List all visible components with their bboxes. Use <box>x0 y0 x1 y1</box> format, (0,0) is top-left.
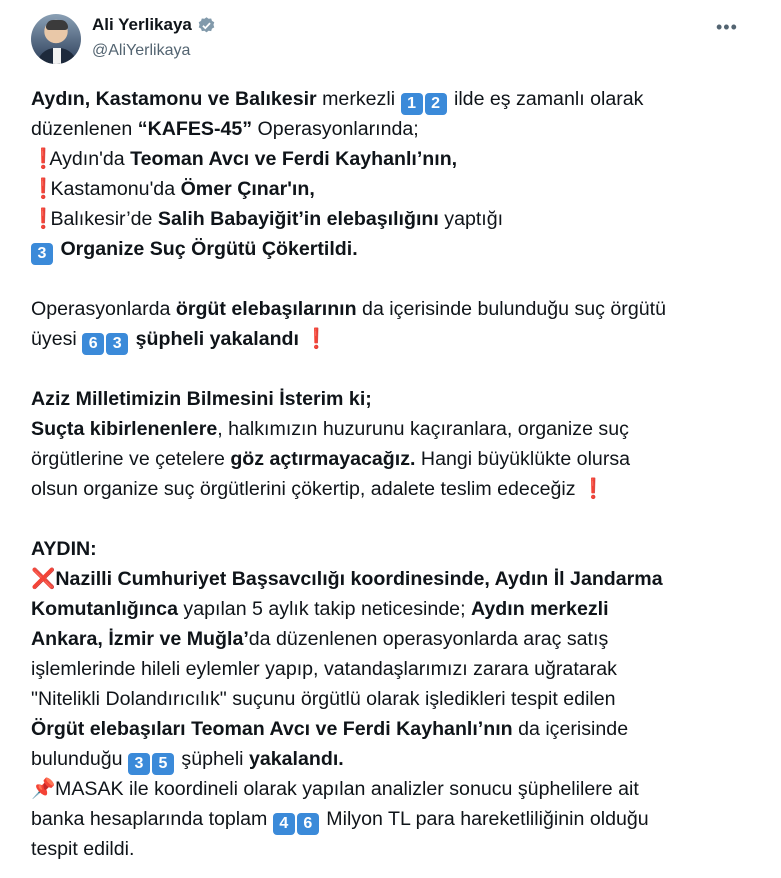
text-line <box>31 204 751 234</box>
bold-text: Aydın, Kastamonu ve Balıkesir <box>31 88 317 110</box>
text: olsun organize suç örgütlerini çökertip, adalete teslim edeceğiz <box>31 478 582 500</box>
more-options-icon[interactable]: ••• <box>716 17 738 37</box>
verified-badge-icon <box>197 16 216 35</box>
cross-mark-icon: ❌ <box>31 568 56 590</box>
exclamation-icon: ❗ <box>304 328 329 350</box>
bold-text: yakalandı. <box>248 748 344 770</box>
text-line <box>31 84 751 114</box>
text: , halkımızın huzurunu kaçıranlara, organize suç <box>217 418 629 440</box>
exclamation-icon: ❗ <box>31 148 56 170</box>
keycap-5: 5 <box>152 753 174 775</box>
text: da içerisinde <box>512 718 629 740</box>
bold-text: Örgüt elebaşıları Teoman Avcı ve Ferdi Kayhanlı’nın <box>31 718 513 740</box>
bold-text: örgüt elebaşılarının <box>175 298 357 320</box>
text: Hangi büyüklükte olursa <box>415 448 631 470</box>
text-line <box>31 654 751 684</box>
text: düzenlenen <box>31 118 138 140</box>
text: da düzenlenen operasyonlarda araç satış <box>248 628 609 650</box>
author-name[interactable]: Ali Yerlikaya <box>92 15 192 34</box>
bold-text: Aziz Milletimizin Bilmesini İsterim ki; <box>31 388 372 410</box>
text-line <box>31 384 751 414</box>
bold-text: “KAFES-45” <box>137 118 253 140</box>
text: şüpheli <box>175 748 249 770</box>
bold-text: Suçta kibirlenenlere <box>31 418 218 440</box>
text-line <box>31 114 751 144</box>
text: Operasyonlarında; <box>252 118 419 140</box>
text-line <box>31 294 751 324</box>
text: üyesi <box>31 328 83 350</box>
bold-text: Ankara, İzmir ve Muğla’ <box>31 628 249 650</box>
text: bulunduğu <box>31 748 128 770</box>
blank-line <box>31 504 751 534</box>
text: banka hesaplarında toplam <box>31 808 273 830</box>
keycap-6: 6 <box>82 333 104 355</box>
keycap-3: 3 <box>31 243 53 265</box>
avatar[interactable] <box>31 14 81 64</box>
text: tespit edildi. <box>31 838 135 860</box>
keycap-3: 3 <box>128 753 150 775</box>
text-line <box>31 534 751 564</box>
text-line <box>31 324 751 354</box>
text-line <box>31 474 751 504</box>
bold-text: Teoman Avcı ve Ferdi Kayhanlı’nın, <box>130 148 458 170</box>
text-line <box>31 774 751 804</box>
text: da içerisinde bulunduğu suç örgütü <box>356 298 666 320</box>
text-line <box>31 804 751 834</box>
blank-line <box>31 264 751 294</box>
bold-text: Aydın merkezli <box>470 598 609 620</box>
text-line <box>31 564 751 594</box>
text-line <box>31 414 751 444</box>
tweet-text <box>31 84 751 864</box>
text: Kastamonu'da <box>50 178 181 200</box>
text: Aydın'da <box>49 148 131 170</box>
text: Milyon TL para hareketliliğinin olduğu <box>320 808 649 830</box>
text-line <box>31 144 751 174</box>
text-line <box>31 234 751 264</box>
text-line <box>31 744 751 774</box>
text-line <box>31 834 751 864</box>
bold-text: Salih Babayiğit’in elebaşılığını <box>157 208 439 230</box>
avatar-shirt <box>53 48 61 64</box>
text: Operasyonlarda <box>31 298 176 320</box>
bold-text: göz açtırmayacağız. <box>230 448 416 470</box>
keycap-1: 1 <box>401 93 423 115</box>
blank-line <box>31 354 751 384</box>
keycap-4: 4 <box>273 813 295 835</box>
text: örgütlerine ve çetelere <box>31 448 231 470</box>
text: "Nitelikli Dolandırıcılık" suçunu örgütlü olarak işledikleri tespit edilen <box>31 688 616 710</box>
keycap-2: 2 <box>425 93 447 115</box>
text: MASAK ile koordineli olarak yapılan analizler sonucu şüphelilere ait <box>55 778 639 800</box>
pushpin-icon: 📌 <box>31 778 56 800</box>
keycap-6: 6 <box>297 813 319 835</box>
bold-text: AYDIN: <box>31 538 97 560</box>
keycap-3: 3 <box>106 333 128 355</box>
text: merkezli <box>316 88 401 110</box>
bold-text: Organize Suç Örgütü Çökertildi. <box>55 238 358 260</box>
text-line <box>31 444 751 474</box>
text: yapılan 5 aylık takip neticesinde; <box>177 598 471 620</box>
exclamation-icon: ❗ <box>31 208 56 230</box>
exclamation-icon: ❗ <box>581 478 606 500</box>
text-line <box>31 624 751 654</box>
bold-text: şüpheli yakalandı <box>130 328 305 350</box>
text: yaptığı <box>438 208 504 230</box>
text-line <box>31 714 751 744</box>
text: işlemlerinde hileli eylemler yapıp, vatandaşlarımızı zarara uğratarak <box>31 658 617 680</box>
avatar-hair <box>46 20 68 30</box>
author-row <box>92 15 216 35</box>
bold-text: Ömer Çınar'ın, <box>180 178 315 200</box>
text: Balıkesir’de <box>50 208 158 230</box>
author-handle[interactable]: @AliYerlikaya <box>92 42 191 59</box>
exclamation-icon: ❗ <box>31 178 56 200</box>
text-line <box>31 174 751 204</box>
bold-text: Komutanlığınca <box>31 598 178 620</box>
text-line <box>31 684 751 714</box>
bold-text: Nazilli Cumhuriyet Başsavcılığı koordinesinde, Aydın İl Jandarma <box>55 568 663 590</box>
text: ilde eş zamanlı olarak <box>448 88 644 110</box>
text-line <box>31 594 751 624</box>
